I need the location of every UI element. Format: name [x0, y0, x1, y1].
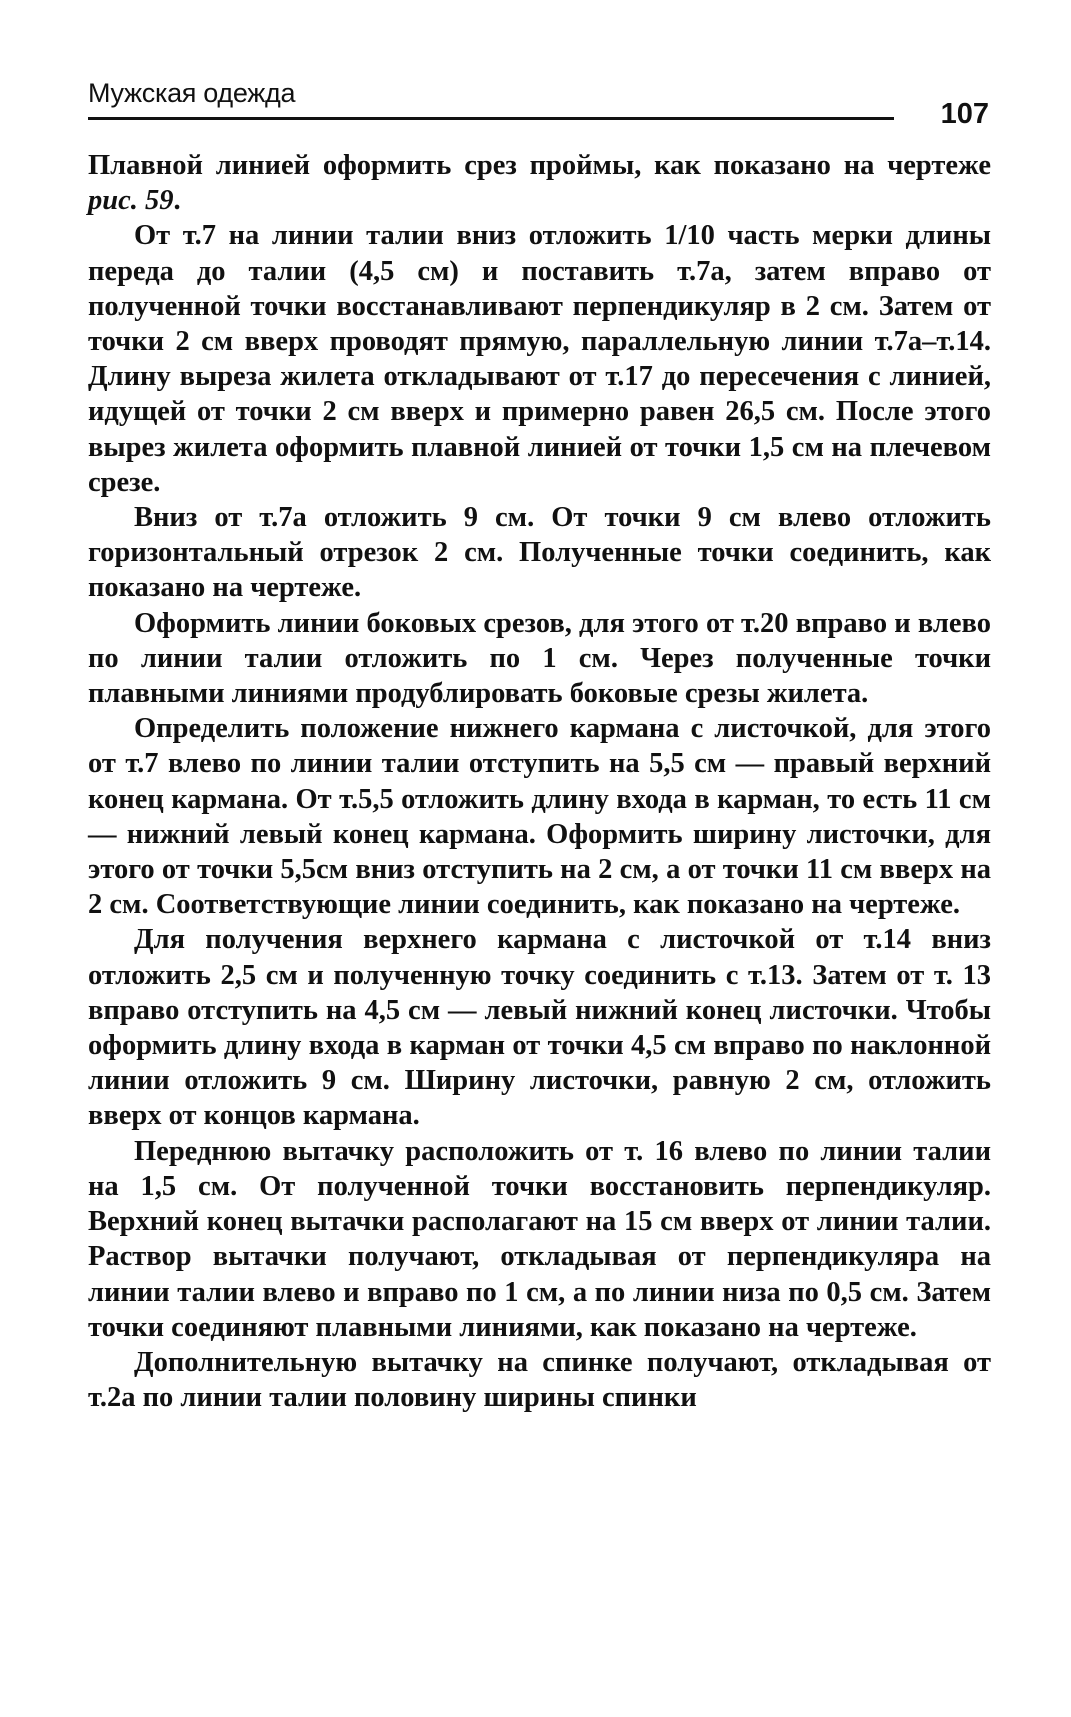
page-number: 107 [940, 98, 989, 130]
paragraph-text: Плавной линией оформить срез проймы, как показано на чертеже [88, 150, 991, 181]
body-text [88, 148, 991, 1415]
paragraph: Переднюю вытачку расположить от т. 16 влево по линии талии на 1,5 см. От полученной точки восстановить перпендикуляр. Верхний конец вытачки располагают на 15 см вверх от линии талии. Раствор вытачки получают, откладывая от перпендикуляра на линии талии влево и вправо по 1 см, а по линии низа по 0,5 см. Затем точки соединяют плавными линиями, как показано на чертеже. [88, 1135, 991, 1343]
paragraph: Дополнительную вытачку на спинке получают, откладывая от т.2а по линии талии половину ширины спинки [88, 1346, 991, 1414]
paragraph: Определить положение нижнего кармана с листочкой, для этого от т.7 влево по линии талии отступить на 5,5 см — правый верхний конец кармана. От т.5,5 отложить длину входа в карман, то есть 11 см — нижний левый конец кармана. Оформить ширину листочки, для этого от точки 5,5см вниз отступить на 2 см, а от точки 11 см вверх на 2 см. Соответствующие линии соединить, как показано на чертеже. [88, 713, 991, 921]
running-head: Мужская одежда [88, 78, 296, 108]
paragraph: Оформить линии боковых срезов, для этого от т.20 вправо и влево по линии талии отложить по 1 см. Через полученные точки плавными линиями продублировать боковые срезы жилета. [88, 607, 991, 710]
paragraph: Для получения верхнего кармана с листочкой от т.14 вниз отложить 2,5 см и полученную точку соединить с т.13. Затем от т. 13 вправо отступить на 4,5 см — левый нижний конец листочки. Чтобы оформить длину входа в карман от точки 4,5 см вправо по наклонной линии отложить 9 см. Ширину листочки, равную 2 см, отложить вверх от концов кармана. [88, 924, 991, 1132]
paragraph: Вниз от т.7а отложить 9 см. От точки 9 см влево отложить горизонтальный отрезок 2 см. Полученные точки соединить, как показано на чертеже. [88, 502, 991, 604]
figure-reference: рис. 59 [88, 185, 174, 217]
paragraph: От т.7 на линии талии вниз отложить 1/10 часть мерки длины переда до талии (4,5 см) и поставить т.7а, затем вправо от полученной точки восстанавливают перпендикуляр в 2 см. Затем от точки 2 см вверх проводят прямую, параллельную линии т.7а–т.14. Длину выреза жилета откладывают от т.17 до пересечения с линией, идущей от точки 2 см вверх и примерно равен 26,5 см. После этого вырез жилета оформить плавной линией от точки 1,5 см на плечевом срезе. [88, 220, 991, 498]
paragraph-text: . [173, 185, 181, 217]
header-rule [88, 117, 894, 120]
paragraph [88, 148, 991, 218]
page-header [88, 60, 991, 130]
book-page [88, 60, 991, 1415]
